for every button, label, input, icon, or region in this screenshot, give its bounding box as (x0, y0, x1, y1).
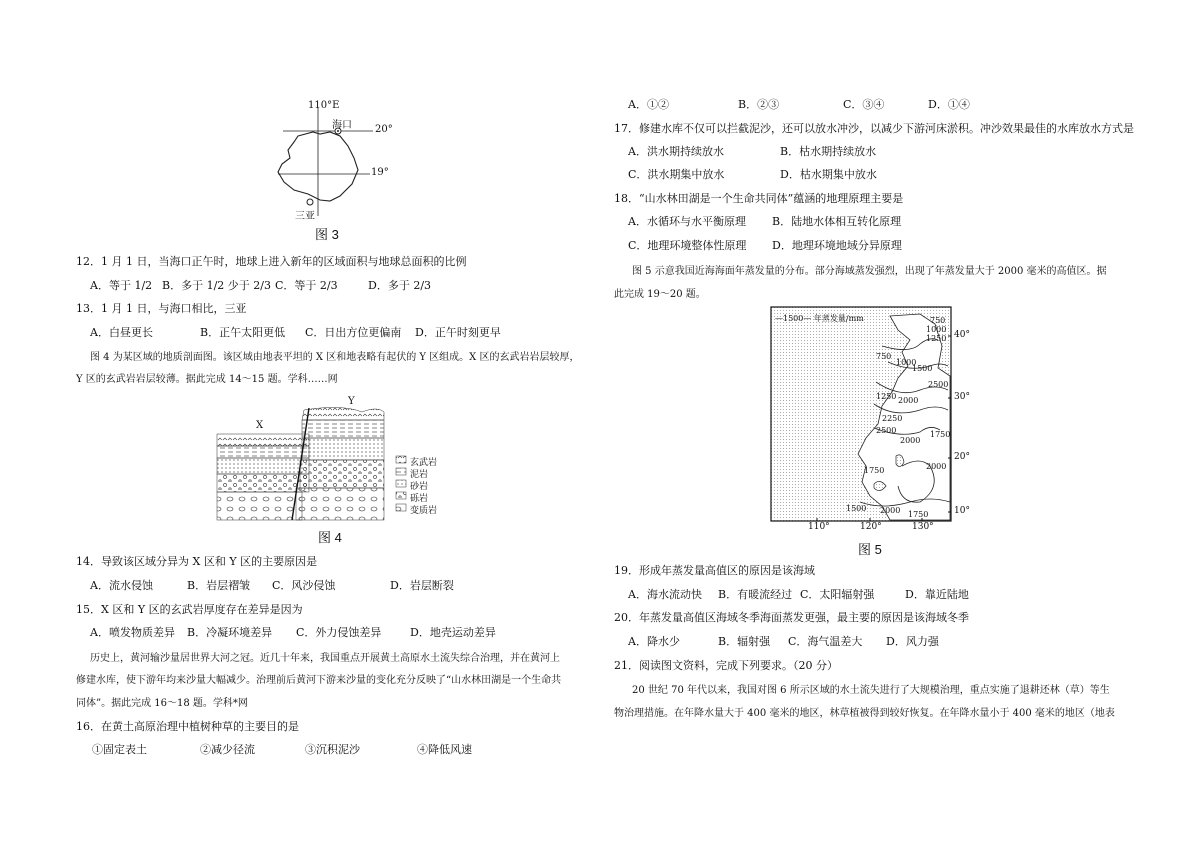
fig5-contour-label: 1500 (846, 504, 867, 513)
q21-material-line1: 20 世纪 70 年代以来，我国对图 6 所示区域的水土流失进行了大规模治理，重点实施了退耕还林（草）等生 (632, 685, 1110, 696)
q14-option-c: C．风沙侵蚀 (272, 579, 336, 592)
q14-option-a: A．流水侵蚀 (90, 579, 153, 592)
fig5-contour-label: 2000 (900, 436, 921, 445)
fig4-legend-mudstone: 泥岩 (410, 470, 429, 480)
q18-option-d: D．地理环境地域分异原理 (772, 239, 902, 252)
q21-stem: 21．阅读图文资料，完成下列要求。（20 分） (614, 659, 838, 672)
q13-stem: 13．1 月 1 日，与海口相比，三亚 (76, 302, 247, 315)
q20-option-c: C．海气温差大 (788, 635, 863, 648)
fig5-lat-label: 20° (954, 452, 970, 462)
intro-16-18-line1: 历史上，黄河输沙量居世界大河之冠。近几十年来，我国重点开展黄土高原水土流失综合治理，并在黄河上 (90, 653, 560, 664)
fig3-lat-bottom: 19° (371, 167, 389, 178)
q16-option-d: D．①④ (928, 98, 970, 111)
q14-option-b: B．岩层褶皱 (187, 579, 251, 592)
q19-stem: 19．形成年蒸发量高值区的原因是该海域 (614, 564, 815, 577)
q15-option-c: C．外力侵蚀差异 (296, 626, 382, 639)
intro-16-18-line2: 修建水库，使下游年均来沙量大幅减少。治理前后黄河下游来沙量的变化充分反映了“山水林田湖是一个生命共 (76, 675, 562, 686)
q16-option-b: B．②③ (738, 98, 780, 111)
q20-stem: 20．年蒸发量高值区海域冬季海面蒸发更强，最主要的原因是该海域冬季 (614, 611, 969, 624)
fig5-contour-label: 1750 (930, 430, 951, 439)
q16-item-4: ④降低风速 (417, 743, 472, 756)
q13-option-c: C．日出方位更偏南 (305, 326, 402, 339)
q20-option-d: D．风力强 (886, 635, 939, 648)
q16-item-2: ②减少径流 (200, 743, 255, 756)
fig5-contour-label: 2000 (880, 506, 901, 515)
fig5-lat-label: 40° (954, 330, 970, 340)
q15-stem: 15．X 区和 Y 区的玄武岩厚度存在差异是因为 (76, 603, 303, 616)
q14-stem: 14．导致该区域分异为 X 区和 Y 区的主要原因是 (76, 555, 318, 568)
q17-option-b: B．枯水期持续放水 (780, 145, 877, 158)
fig5-contour-label: 1500 (912, 364, 933, 373)
fig5-contour-label: 2500 (928, 380, 949, 389)
fig5-contour-label: 750 (930, 316, 946, 325)
q21-material-line2: 物治理措施。在年降水量大于 400 毫米的地区，林草植被得到较好恢复。在年降水量小于 400 毫米的地区（地表 (614, 708, 1115, 719)
fig3-city-haikou: 海口 (332, 120, 352, 131)
q13-option-b: B．正午太阳更低 (200, 326, 286, 339)
fig5-contour-label: 750 (876, 352, 892, 361)
q12-option-b: B．多于 1/2 少于 2/3 (162, 279, 271, 292)
q18-option-c: C．地理环境整体性原理 (628, 239, 747, 252)
q12-stem: 12．1 月 1 日，当海口正午时，地球上进入新年的区域面积与地球总面积的比例 (76, 255, 467, 268)
intro-16-18-line3: 同体”。据此完成 16～18 题。学科*网 (76, 698, 248, 709)
intro-19-20-line1: 图 5 示意我国近海海面年蒸发量的分布。部分海域蒸发强烈，出现了年蒸发量大于 2000 毫米的高值区。据 (632, 266, 1107, 277)
q12-option-a: A．等于 1/2 (90, 279, 153, 292)
fig5-contour-label: 2500 (876, 426, 897, 435)
fig5-contour-label: 1000 (926, 325, 947, 334)
fig5-contour-label: 1750 (864, 466, 885, 475)
fig4-label-y: Y (348, 396, 355, 407)
q20-option-a: A．降水少 (628, 635, 680, 648)
q15-option-b: B．冷凝环境差异 (187, 626, 273, 639)
q15-option-a: A．喷发物质差异 (90, 626, 175, 639)
q17-option-d: D．枯水期集中放水 (780, 168, 877, 181)
fig4-legend-sandstone: 砂岩 (410, 482, 429, 492)
q19-option-a: A．海水流动快 (628, 588, 702, 601)
figure-5-evaporation-map (770, 306, 952, 536)
fig4-label-x: X (256, 420, 264, 431)
fig3-city-sanya: 三亚 (295, 211, 315, 222)
fig5-contour-label: 1750 (908, 510, 929, 519)
fig3-caption: 图 3 (315, 227, 339, 242)
q19-option-d: D．靠近陆地 (905, 588, 969, 601)
fig3-lat-top: 20° (375, 124, 393, 135)
fig5-lat-label: 30° (954, 392, 970, 402)
fig5-contour-label: 1250 (876, 392, 897, 401)
intro-19-20-line2: 此完成 19～20 题。 (614, 289, 706, 300)
q13-option-a: A．白昼更长 (90, 326, 153, 339)
fig5-legend: —1500— 年蒸发量/mm (775, 314, 864, 323)
fig5-lat-label: 10° (954, 506, 970, 516)
q19-option-c: C．太阳辐射强 (800, 588, 875, 601)
q18-option-b: B．陆地水体相互转化原理 (772, 215, 902, 228)
q13-option-d: D．正午时刻更早 (415, 326, 501, 339)
fig5-contour-label: 2000 (926, 462, 947, 471)
fig4-legend-basalt: 玄武岩 (410, 458, 438, 468)
q19-option-b: B．有暖流经过 (718, 588, 793, 601)
q16-stem: 16．在黄土高原治理中植树种草的主要目的是 (76, 720, 299, 733)
fig5-lon-label: 120° (860, 522, 882, 532)
fig5-caption: 图 5 (858, 542, 882, 557)
q14-option-d: D．岩层断裂 (390, 579, 454, 592)
fig5-contour-label: 1250 (926, 334, 947, 343)
q16-item-1: ①固定表土 (92, 743, 147, 756)
fig4-caption: 图 4 (318, 530, 342, 545)
fig5-contour-label: 2000 (898, 396, 919, 405)
q12-option-d: D．多于 2/3 (368, 279, 432, 292)
fig5-lon-label: 110° (808, 522, 830, 532)
intro-14-15-line2: Y 区的玄武岩岩层较薄。据此完成 14～15 题。学科……网 (76, 374, 338, 385)
fig5-contour-label: 1000 (896, 358, 917, 367)
q15-option-d: D．地壳运动差异 (410, 626, 496, 639)
fig5-contour-label: 2250 (882, 414, 903, 423)
fig3-lon-label: 110°E (308, 100, 340, 111)
q18-stem: 18．“山水林田湖是一个生命共同体”蕴涵的地理原理主要是 (614, 192, 904, 205)
q20-option-b: B．辐射强 (718, 635, 771, 648)
fig4-legend-metamorphic: 变质岩 (410, 506, 438, 516)
q17-option-c: C．洪水期集中放水 (628, 168, 725, 181)
fig5-lon-label: 130° (912, 522, 934, 532)
q16-option-c: C．③④ (843, 98, 885, 111)
q16-option-a: A．①② (628, 98, 669, 111)
q12-option-c: C．等于 2/3 (275, 279, 338, 292)
q17-stem: 17．修建水库不仅可以拦截泥沙，还可以放水冲沙，以减少下游河床淤积。冲沙效果最佳的水库放水方式是 (614, 122, 1134, 135)
q18-option-a: A．水循环与水平衡原理 (628, 215, 746, 228)
q16-item-3: ③沉积泥沙 (305, 743, 360, 756)
q17-option-a: A．洪水期持续放水 (628, 145, 724, 158)
fig4-legend-conglomerate: 砾岩 (410, 494, 429, 504)
intro-14-15-line1: 图 4 为某区域的地质剖面图。该区域由地表平坦的 X 区和地表略有起伏的 Y 区组成。X 区的玄武岩岩层较厚， (90, 352, 580, 363)
